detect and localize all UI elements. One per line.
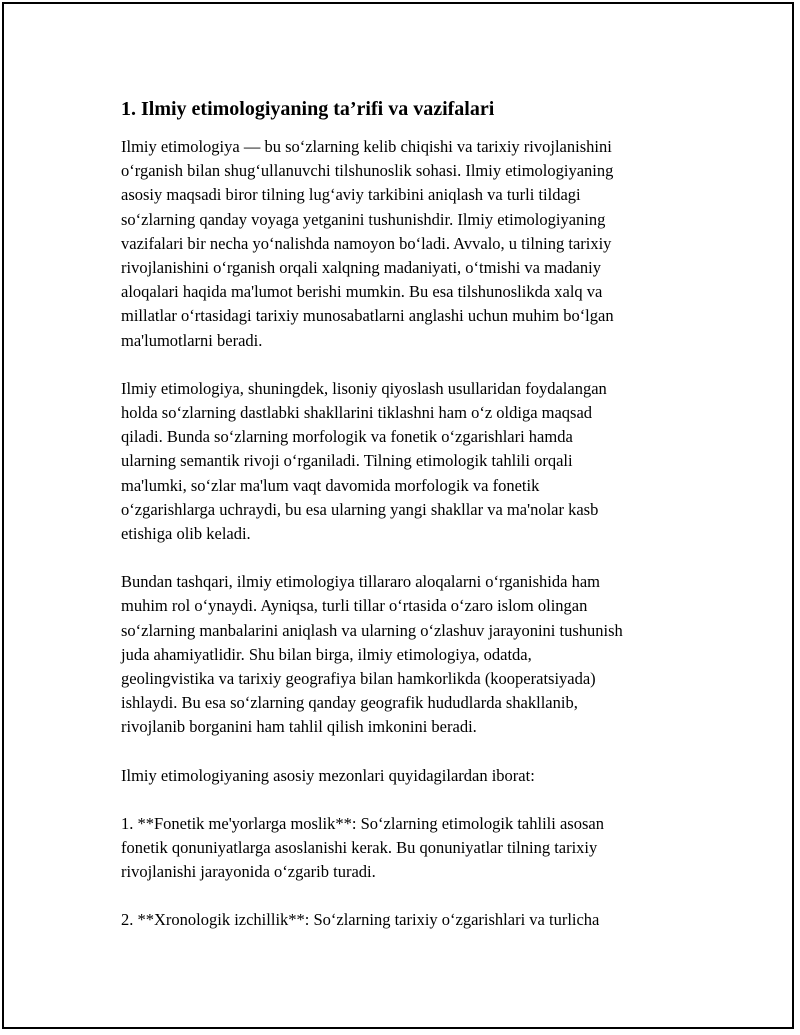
text-line: holda so‘zlarning dastlabki shakllarini tiklashni ham o‘z oldiga maqsad	[121, 403, 593, 423]
text-line: 1. **Fonetik me'yorlarga moslik**: So‘zlarning etimologik tahlili asosan	[121, 813, 604, 833]
text-line: ishlaydi. Bu esa so‘zlarning qanday geografik hududlarda shakllanib,	[121, 693, 578, 713]
list-item-phonetic	[121, 812, 686, 885]
text-line: rivojlanishini o‘rganish orqali xalqning madaniyati, o‘tmishi va madaniy	[121, 258, 601, 278]
text-line: Ilmiy etimologiyaning asosiy mezonlari quyidagilardan iborat:	[121, 765, 535, 785]
text-line: Bundan tashqari, ilmiy etimologiya tillararo aloqalarni o‘rganishida ham	[121, 572, 600, 592]
text-line: geolingvistika va tarixiy geografiya bilan hamkorlikda (kooperatsiyada)	[121, 669, 596, 689]
paragraph-criteria-intro	[121, 764, 686, 788]
text-line: muhim rol o‘ynaydi. Ayniqsa, turli tillar o‘rtasida o‘zaro islom olingan	[121, 596, 588, 616]
text-line: 2. **Xronologik izchillik**: So‘zlarning tarixiy o‘zgarishlari va turlicha	[121, 910, 600, 930]
paragraph-definition	[121, 135, 686, 353]
text-line: aloqalari haqida ma'lumot berishi mumkin. Bu esa tilshunoslikda xalq va	[121, 282, 603, 302]
text-line: vazifalari bir necha yo‘nalishda namoyon bo‘ladi. Avvalo, u tilning tarixiy	[121, 233, 612, 253]
text-line: ma'lumki, so‘zlar ma'lum vaqt davomida morfologik va fonetik	[121, 475, 540, 495]
text-line: asosiy maqsadi biror tilning lug‘aviy tarkibini aniqlash va turli tildagi	[121, 185, 581, 205]
list-item-chronological	[121, 908, 686, 932]
text-line: juda ahamiyatlidir. Shu bilan birga, ilmiy etimologiya, odatda,	[121, 644, 532, 664]
text-line: Ilmiy etimologiya, shuningdek, lisoniy qiyoslash usullaridan foydalangan	[121, 378, 607, 398]
text-line: Ilmiy etimologiya — bu so‘zlarning kelib chiqishi va tarixiy rivojlanishini	[121, 137, 612, 156]
document-content	[121, 97, 686, 957]
text-line: o‘rganish bilan shug‘ullanuvchi tilshunoslik sohasi. Ilmiy etimologiyaning	[121, 161, 614, 181]
text-line: qiladi. Bunda so‘zlarning morfologik va fonetik o‘zgarishlari hamda	[121, 427, 573, 447]
text-line: ularning semantik rivoji o‘rganiladi. Tilning etimologik tahlili orqali	[121, 451, 573, 471]
text-line: ma'lumotlarni beradi.	[121, 330, 263, 350]
text-line: rivojlanishi jarayonida o‘zgarib turadi.	[121, 862, 376, 882]
text-line: o‘zgarishlarga uchraydi, bu esa ularning yangi shakllar va ma'nolar kasb	[121, 499, 599, 519]
text-line: etishiga olib keladi.	[121, 524, 251, 544]
text-line: so‘zlarning qanday voyaga yetganini tushunishdir. Ilmiy etimologiyaning	[121, 209, 606, 229]
document-page	[2, 2, 794, 1029]
paragraph-reconstruction	[121, 377, 686, 546]
paragraph-interlanguage	[121, 570, 686, 739]
text-line: millatlar o‘rtasidagi tarixiy munosabatlarni anglashi uchun muhim bo‘lgan	[121, 306, 614, 326]
text-line: rivojlanib borganini ham tahlil qilish imkonini beradi.	[121, 717, 477, 737]
text-line: so‘zlarning manbalarini aniqlash va ularning o‘zlashuv jarayonini tushunish	[121, 620, 623, 640]
section-heading: 1. Ilmiy etimologiyaning ta’rifi va vazifalari	[121, 98, 495, 120]
text-line: fonetik qonuniyatlarga asoslanishi kerak. Bu qonuniyatlar tilning tarixiy	[121, 838, 598, 858]
